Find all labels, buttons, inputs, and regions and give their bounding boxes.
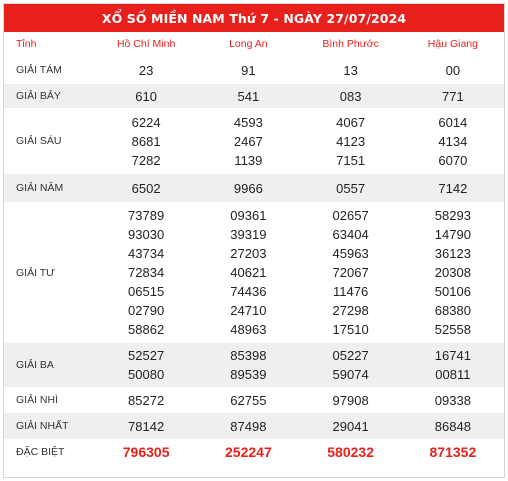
prize-number: 86848 [434, 418, 471, 434]
prize-number: 871352 [429, 443, 477, 460]
prize-cell [300, 84, 402, 108]
prize-number: 6224 [131, 114, 161, 130]
lottery-results-panel [3, 3, 505, 478]
prize-label: GIẢI BẢY [4, 84, 95, 108]
prize-cell [197, 56, 299, 84]
prize-label: GIẢI TƯ [16, 266, 56, 279]
prize-cell [402, 439, 504, 465]
prize-cell [95, 387, 197, 413]
prize-number: 4123 [336, 133, 366, 149]
prize-number: 50080 [128, 367, 165, 382]
prize-number: 02790 [128, 303, 165, 318]
prize-number: 50106 [434, 284, 471, 299]
prize-cell [95, 413, 197, 439]
prize-number: 43734 [128, 246, 165, 261]
prize-number: 27203 [230, 246, 267, 261]
prize-cell [300, 108, 402, 174]
prize-cell [300, 387, 402, 413]
prize-number: 00 [445, 62, 461, 78]
prize-number: 27298 [332, 303, 369, 318]
prize-number: 4134 [438, 133, 468, 149]
prize-number: 85398 [230, 348, 267, 363]
prize-number: 89539 [230, 367, 267, 382]
prize-number: 58293 [434, 208, 471, 223]
prize-number: 2467 [233, 133, 263, 149]
prize-number: 02657 [332, 208, 369, 223]
prize-cell [402, 413, 504, 439]
prize-number: 6014 [438, 114, 468, 130]
prize-number: 72067 [332, 265, 369, 280]
prize-number: 00811 [435, 367, 471, 382]
prize-number: 17510 [332, 322, 369, 337]
prize-cell [197, 174, 299, 202]
prize-cell [402, 108, 504, 174]
prize-cell [95, 174, 197, 202]
prize-cell [197, 108, 299, 174]
prize-label: GIẢI TÁM [16, 64, 62, 76]
prize-number: 72834 [128, 265, 165, 280]
prize-row-giai-nhat [4, 413, 504, 439]
prize-number: 91 [241, 62, 256, 78]
prize-cell [402, 174, 504, 202]
prize-label: ĐẶC BIỆT [16, 446, 65, 458]
prize-number: 4593 [233, 114, 263, 130]
prize-number: 39319 [230, 227, 267, 242]
prize-cell [95, 84, 197, 108]
prize-row-giai-nhi [4, 387, 504, 413]
prize-number: 580232 [327, 443, 374, 460]
prize-cell [197, 343, 299, 387]
prize-cell [402, 343, 504, 387]
prize-cell [197, 84, 299, 108]
prize-cell [402, 84, 504, 108]
prize-number: 52558 [434, 322, 471, 337]
results-title: XỔ SỐ MIỀN NAM Thứ 7 - NGÀY 27/07/2024 [4, 4, 504, 32]
prize-cell [300, 174, 402, 202]
prize-number: 63404 [332, 227, 369, 242]
prize-row-giai-tam [4, 56, 504, 84]
prize-number: 40621 [230, 265, 267, 280]
prize-number: 9966 [233, 180, 263, 196]
prize-number: 610 [135, 88, 157, 104]
prize-number: 68380 [434, 303, 471, 318]
prize-cell [95, 343, 197, 387]
prize-cell [300, 202, 402, 343]
prize-cell [95, 202, 197, 343]
prize-cell [300, 413, 402, 439]
prize-number: 73789 [128, 208, 165, 223]
prize-number: 14790 [434, 227, 471, 242]
prize-cell [197, 387, 299, 413]
prize-number: 7151 [336, 152, 366, 168]
prize-label: GIẢI NHẤT [4, 413, 95, 439]
prize-number: 29041 [332, 418, 369, 434]
prize-number: 24710 [230, 303, 267, 318]
prize-cell [197, 413, 299, 439]
prize-row-giai-sau [4, 108, 504, 174]
prize-number: 20308 [434, 265, 471, 280]
prize-label: GIẢI NHÌ [16, 394, 59, 406]
prize-number: 541 [237, 88, 260, 104]
prize-number: 85272 [128, 392, 165, 408]
prize-number: 09338 [434, 392, 471, 408]
prize-number: 09361 [230, 208, 267, 223]
prize-label: GIẢI NĂM [4, 174, 95, 202]
prize-number: 36123 [434, 246, 471, 261]
prize-number: 6070 [438, 152, 468, 168]
prize-number: 52527 [128, 348, 165, 363]
prize-number: 252247 [225, 443, 272, 460]
prize-number: 771 [442, 88, 464, 104]
prize-number: 11476 [333, 284, 369, 299]
prize-number: 45963 [332, 246, 369, 261]
prize-number: 05227 [332, 348, 369, 363]
prize-number: 6502 [131, 180, 161, 196]
prize-row-giai-ba [4, 343, 504, 387]
prize-number: 16741 [434, 348, 471, 363]
prize-number: 4067 [336, 114, 366, 130]
prize-cell [95, 108, 197, 174]
province-link[interactable]: Long An [229, 38, 268, 50]
header-row [4, 32, 504, 56]
prize-row-giai-bay [4, 84, 504, 108]
prize-cell [95, 56, 197, 84]
prize-cell [197, 439, 299, 465]
prize-number: 93030 [128, 227, 165, 242]
prize-row-dac-biet [4, 439, 504, 465]
prize-row-giai-tu [4, 202, 504, 343]
province-link[interactable]: Hồ Chí Minh [116, 38, 176, 50]
prize-cell [402, 56, 504, 84]
prize-cell [300, 343, 402, 387]
province-link[interactable]: Hậu Giang [427, 38, 478, 50]
prize-cell [95, 439, 197, 465]
prize-number: 62755 [230, 392, 267, 408]
prize-number: 13 [343, 62, 358, 78]
prize-number: 78142 [128, 418, 165, 434]
prize-cell [402, 387, 504, 413]
prize-cell [300, 439, 402, 465]
prize-number: 48963 [230, 322, 267, 337]
prize-cell [300, 56, 402, 84]
prize-number: 7282 [131, 152, 161, 168]
prize-number: 083 [339, 88, 362, 104]
prize-label: GIẢI SÁU [16, 135, 62, 147]
prize-label: GIẢI BA [4, 343, 95, 387]
results-table [4, 32, 504, 465]
prize-cell [402, 202, 504, 343]
prize-number: 8681 [131, 133, 161, 149]
prize-number: 59074 [332, 367, 369, 382]
prize-number: 0557 [336, 180, 366, 196]
prize-number: 58862 [128, 322, 165, 337]
prize-number: 74436 [230, 284, 267, 299]
prize-number: 1139 [234, 152, 263, 168]
prize-cell [197, 202, 299, 343]
prize-number: 7142 [438, 180, 468, 196]
province-header-label: Tỉnh [16, 38, 37, 50]
prize-number: 87498 [230, 418, 267, 434]
prize-number: 97908 [332, 392, 369, 408]
prize-row-giai-nam [4, 174, 504, 202]
prize-number: 796305 [122, 443, 170, 460]
prize-number: 23 [138, 62, 154, 78]
prize-number: 06515 [128, 284, 165, 299]
province-link[interactable]: Bình Phước [322, 38, 379, 50]
